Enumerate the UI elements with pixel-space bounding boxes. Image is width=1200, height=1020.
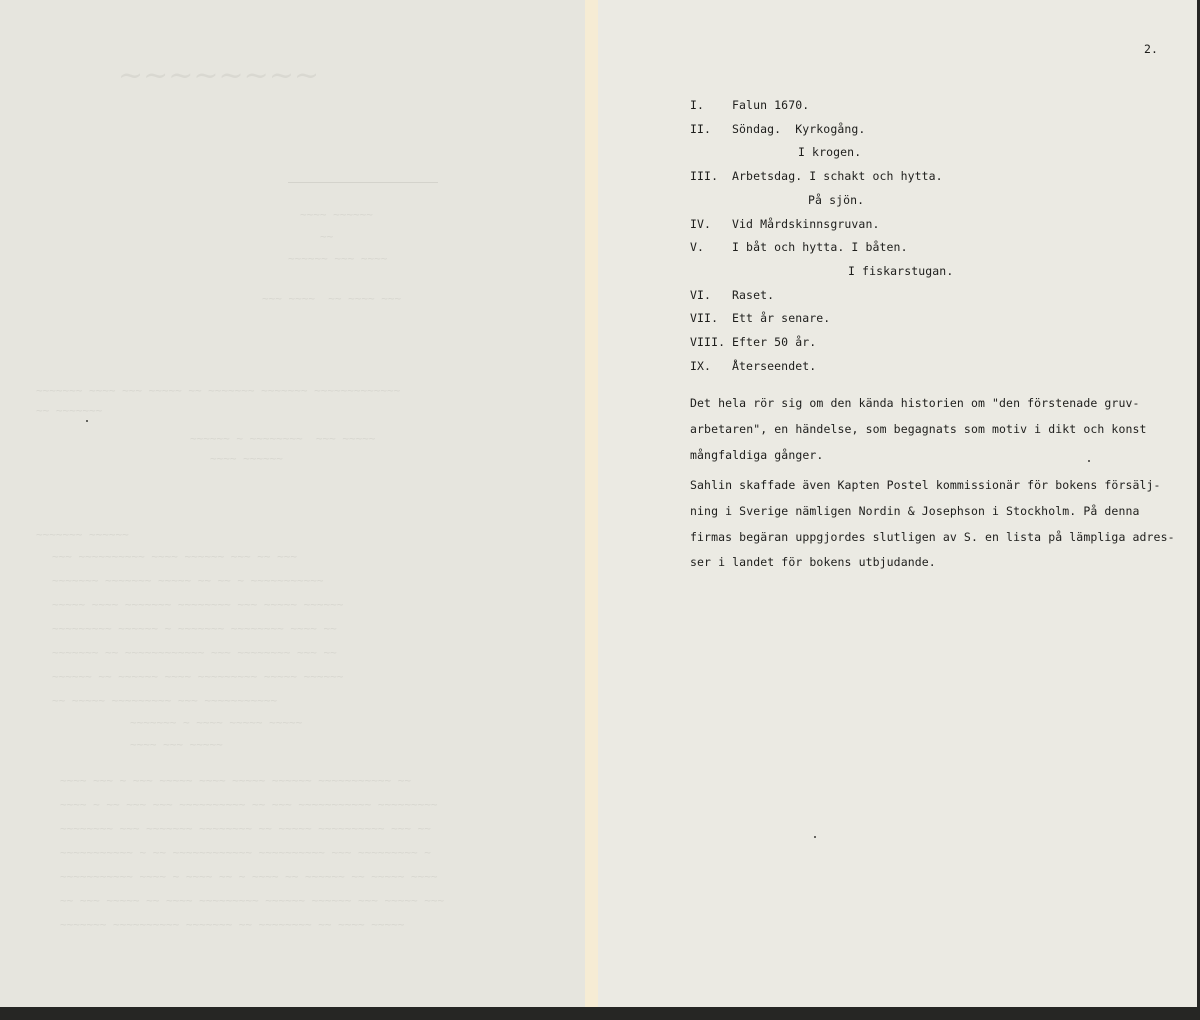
toc-numeral: VII. (690, 311, 719, 326)
show-through-line: ~~~~~~ ~~~ ~~~~ (288, 252, 388, 265)
show-through-line: ~~~~ ~ ~~ ~~~ ~~~ ~~~~~~~~~~ ~~ ~~~ ~~~~~~~~~~~ ~~~~~~~~~ (60, 798, 438, 811)
show-through-line: ~~~~ ~~~~~~ (210, 452, 283, 465)
show-through-line: ~~~ ~~~~~~~~~~ ~~~~ ~~~~~~ ~~~ ~~ ~~~ (52, 550, 298, 563)
show-through-rule (288, 182, 438, 183)
show-through-line: ~~~~~~~ ~ ~~~~ ~~~~~ ~~~~~ (130, 716, 303, 729)
show-through-line: ~~ (320, 230, 334, 243)
show-through-heading: ~~~~~~~~ (118, 58, 320, 93)
show-through-line: ~~~~ ~~~ ~~~~~ (130, 738, 223, 751)
toc-entry: Söndag. Kyrkogång. (732, 121, 866, 136)
show-through-line: ~~~~~~~~ ~~~ ~~~~~~~ ~~~~~~~~ ~~ ~~~~~ ~~~~~~~~~~ ~~~ ~~ (60, 822, 431, 835)
paper-speck (1088, 460, 1090, 462)
show-through-line: ~~~~~~~~~~~ ~~~~ ~ ~~~~ ~~ ~ ~~~~ ~~ ~~~~~~ ~~ ~~~~~ ~~~~ (60, 870, 438, 883)
show-through-line: ~~~~~~~ ~~ ~~~~~~~~~~~~ ~~~ ~~~~~~~~ ~~~ ~~ (52, 646, 337, 659)
show-through-line: ~~~~ ~~~ ~ ~~~ ~~~~~ ~~~~ ~~~~~ ~~~~~~ ~~~~~~~~~~~ ~~ (60, 774, 411, 787)
paper-speck (814, 836, 816, 838)
toc-entry: Återseendet. (732, 358, 817, 373)
paper-speck (86, 420, 88, 422)
toc-entry: Falun 1670. (732, 98, 810, 112)
show-through-line: ~~~~~~~~~ ~~~~~~ ~ ~~~~~~~ ~~~~~~~~ ~~~~ ~~ (52, 622, 337, 635)
paragraph-line: ser i landet för bokens utbjudande. (690, 555, 936, 570)
paragraph-line: firmas begäran uppgjordes slutligen av S. en lista på lämpliga adres- (690, 529, 1175, 544)
toc-entry: Ett år senare. (732, 311, 831, 326)
toc-entry: I krogen. (798, 145, 862, 160)
paragraph-line: ning i Sverige nämligen Nordin & Josephson i Stockholm. På denna (690, 503, 1140, 518)
toc-entry: Efter 50 år. (732, 335, 817, 349)
toc-entry: På sjön. (808, 192, 865, 207)
show-through-line: ~~ ~~~~~ ~~~~~~~~~ ~~~ ~~~~~~~~~~~ (52, 694, 278, 707)
toc-entry: I fiskarstugan. (848, 263, 954, 278)
show-through-line: ~~~ ~~~~ ~~ ~~~~ ~~~ (262, 292, 402, 305)
right-page (598, 0, 1197, 1007)
show-through-line: ~~ ~~~~~~~ (36, 404, 103, 417)
toc-numeral: I. (690, 98, 705, 112)
show-through-line: ~~~~~~~ ~~~~ ~~~ ~~~~~ ~~ ~~~~~~~ ~~~~~~~ ~~~~~~~~~~~~~ (36, 384, 401, 397)
show-through-line: ~~~~~~~~~~~ ~ ~~ ~~~~~~~~~~~~ ~~~~~~~~~~ ~~~ ~~~~~~~~~ ~ (60, 846, 431, 859)
paragraph-line: Sahlin skaffade även Kapten Postel kommissionär för bokens försälj- (690, 478, 1161, 492)
paragraph-line: arbetaren", en händelse, som begagnats som motiv i dikt och konst (690, 421, 1147, 436)
book-gutter (585, 0, 598, 1007)
toc-entry: I båt och hytta. I båten. (732, 240, 908, 255)
show-through-line: ~~ ~~~ ~~~~~ ~~ ~~~~ ~~~~~~~~~ ~~~~~~ ~~~~~~ ~~~ ~~~~~ ~~~ (60, 894, 445, 907)
paragraph-line: mångfaldiga gånger. (690, 447, 824, 462)
toc-numeral: VIII. (690, 335, 726, 349)
page-number: 2. (1144, 42, 1159, 56)
show-through-line: ~~~~~~~ ~~~~~~~ ~~~~~ ~~ ~~ ~ ~~~~~~~~~~~ (52, 574, 324, 587)
show-through-line: ~~~~~~ ~ ~~~~~~~~ ~~~ ~~~~~ (190, 432, 376, 445)
show-through-line: ~~~~~~~ ~~~~~~ (36, 528, 129, 541)
paragraph-line: Det hela rör sig om den kända historien om "den förstenade gruv- (690, 396, 1140, 410)
toc-numeral: IV. (690, 216, 712, 231)
toc-numeral: IX. (690, 358, 712, 373)
show-through-line: ~~~~~~~ ~~~~~~~~~~ ~~~~~~~ ~~ ~~~~~~~~ ~~ ~~~~ ~~~~~ (60, 918, 405, 931)
toc-entry: Raset. (732, 287, 775, 302)
left-page (0, 0, 585, 1007)
toc-numeral: VI. (690, 287, 712, 302)
show-through-line: ~~~~ ~~~~~~ (300, 208, 373, 221)
show-through-line: ~~~~~ ~~~~ ~~~~~~~ ~~~~~~~~ ~~~ ~~~~~ ~~~~~~ (52, 598, 344, 611)
toc-entry: Arbetsdag. I schakt och hytta. (732, 169, 943, 184)
toc-numeral: V. (690, 240, 705, 255)
toc-numeral: III. (690, 169, 719, 184)
toc-numeral: II. (690, 121, 712, 136)
toc-entry: Vid Mårdskinnsgruvan. (732, 216, 880, 231)
show-through-line: ~~~~~~ ~~ ~~~~~~ ~~~~ ~~~~~~~~~ ~~~~~ ~~~~~~ (52, 670, 344, 683)
